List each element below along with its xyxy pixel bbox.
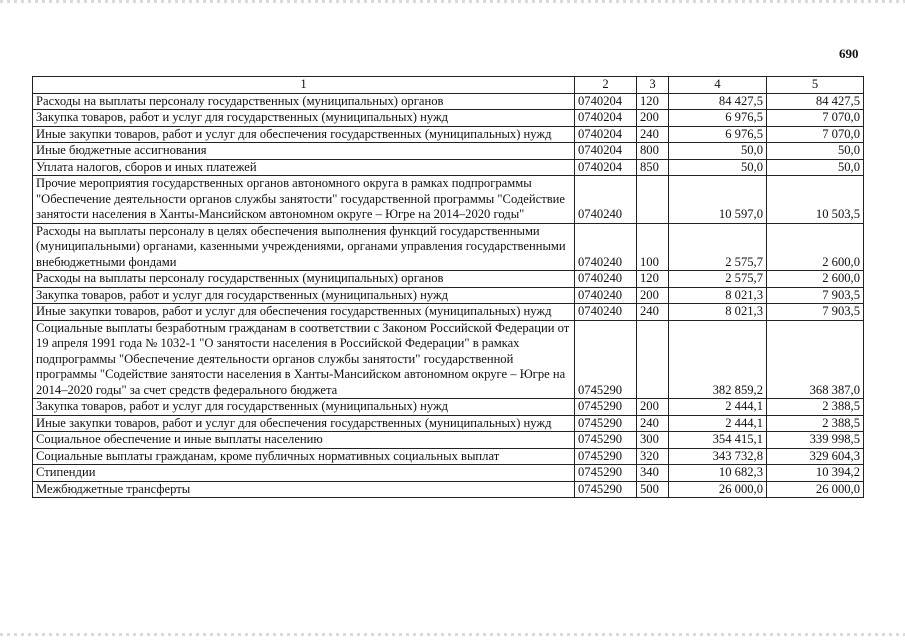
expense-type-code: 120 [637, 93, 669, 110]
target-article-code: 0745290 [575, 465, 637, 482]
amount-2015: 10 682,3 [669, 465, 767, 482]
target-article-code: 0740240 [575, 223, 637, 271]
row-name: Иные закупки товаров, работ и услуг для обеспечения государственных (муниципальных) нужд [33, 415, 575, 432]
target-article-code: 0745290 [575, 448, 637, 465]
table-row [33, 93, 864, 110]
amount-2016: 329 604,3 [767, 448, 864, 465]
target-article-code: 0740204 [575, 143, 637, 160]
amount-2016: 2 388,5 [767, 415, 864, 432]
amount-2016: 10 394,2 [767, 465, 864, 482]
amount-2016: 339 998,5 [767, 432, 864, 449]
table-row [33, 159, 864, 176]
amount-2016: 7 903,5 [767, 304, 864, 321]
row-name: Межбюджетные трансферты [33, 481, 575, 498]
row-name: Социальное обеспечение и иные выплаты населению [33, 432, 575, 449]
amount-2016: 2 388,5 [767, 399, 864, 416]
expense-type-code: 240 [637, 126, 669, 143]
expense-type-code: 100 [637, 223, 669, 271]
row-name: Уплата налогов, сборов и иных платежей [33, 159, 575, 176]
expense-type-code [637, 320, 669, 399]
expense-type-code: 320 [637, 448, 669, 465]
row-name: Закупка товаров, работ и услуг для государственных (муниципальных) нужд [33, 399, 575, 416]
header-col-1: 1 [33, 77, 575, 94]
amount-2015: 84 427,5 [669, 93, 767, 110]
budget-table-body [33, 93, 864, 498]
expense-type-code [637, 176, 669, 224]
amount-2015: 8 021,3 [669, 287, 767, 304]
amount-2015: 343 732,8 [669, 448, 767, 465]
expense-type-code: 240 [637, 304, 669, 321]
expense-type-code: 850 [637, 159, 669, 176]
header-col-3: 3 [637, 77, 669, 94]
scan-edge-bottom [0, 633, 905, 636]
amount-2015: 382 859,2 [669, 320, 767, 399]
amount-2016: 10 503,5 [767, 176, 864, 224]
target-article-code: 0740204 [575, 93, 637, 110]
target-article-code: 0745290 [575, 399, 637, 416]
amount-2015: 50,0 [669, 143, 767, 160]
target-article-code: 0745290 [575, 481, 637, 498]
target-article-code: 0740240 [575, 271, 637, 288]
target-article-code: 0745290 [575, 415, 637, 432]
header-row [33, 77, 864, 94]
amount-2015: 50,0 [669, 159, 767, 176]
expense-type-code: 200 [637, 110, 669, 127]
amount-2016: 26 000,0 [767, 481, 864, 498]
amount-2016: 50,0 [767, 143, 864, 160]
expense-type-code: 240 [637, 415, 669, 432]
amount-2016: 2 600,0 [767, 223, 864, 271]
target-article-code: 0740240 [575, 287, 637, 304]
budget-table [32, 76, 864, 498]
header-col-4: 4 [669, 77, 767, 94]
amount-2016: 50,0 [767, 159, 864, 176]
row-name: Расходы на выплаты персоналу государственных (муниципальных) органов [33, 93, 575, 110]
target-article-code: 0740204 [575, 110, 637, 127]
row-name: Иные бюджетные ассигнования [33, 143, 575, 160]
target-article-code: 0745290 [575, 320, 637, 399]
amount-2016: 84 427,5 [767, 93, 864, 110]
amount-2015: 2 444,1 [669, 415, 767, 432]
table-row [33, 176, 864, 224]
table-row [33, 448, 864, 465]
expense-type-code: 200 [637, 287, 669, 304]
target-article-code: 0740240 [575, 304, 637, 321]
amount-2015: 2 575,7 [669, 223, 767, 271]
table-row [33, 304, 864, 321]
row-name: Закупка товаров, работ и услуг для государственных (муниципальных) нужд [33, 110, 575, 127]
row-name: Иные закупки товаров, работ и услуг для обеспечения государственных (муниципальных) нужд [33, 126, 575, 143]
scan-edge-top [0, 0, 905, 3]
expense-type-code: 120 [637, 271, 669, 288]
row-name: Расходы на выплаты персоналу в целях обеспечения выполнения функций государственными (муниципальными) органами, казенными учреждениями, органами управления государственными внебюджетными фондами [33, 223, 575, 271]
amount-2015: 6 976,5 [669, 110, 767, 127]
amount-2016: 7 070,0 [767, 126, 864, 143]
amount-2015: 8 021,3 [669, 304, 767, 321]
amount-2016: 7 903,5 [767, 287, 864, 304]
page-number: 690 [839, 46, 859, 61]
table-row [33, 143, 864, 160]
row-name: Закупка товаров, работ и услуг для государственных (муниципальных) нужд [33, 287, 575, 304]
row-name: Стипендии [33, 465, 575, 482]
amount-2015: 10 597,0 [669, 176, 767, 224]
row-name: Прочие мероприятия государственных органов автономного округа в рамках подпрограммы "Обеспечение деятельности органов службы занятости" государственной программы "Содействие занятости населения в Ханты-Мансийском автономном округе – Югре на 2014–2020 годы" [33, 176, 575, 224]
target-article-code: 0740204 [575, 159, 637, 176]
row-name: Социальные выплаты гражданам, кроме публичных нормативных социальных выплат [33, 448, 575, 465]
target-article-code: 0740240 [575, 176, 637, 224]
expense-type-code: 200 [637, 399, 669, 416]
table-row [33, 126, 864, 143]
table-row [33, 320, 864, 399]
expense-type-code: 340 [637, 465, 669, 482]
table-row [33, 465, 864, 482]
amount-2016: 2 600,0 [767, 271, 864, 288]
row-name: Иные закупки товаров, работ и услуг для обеспечения государственных (муниципальных) нужд [33, 304, 575, 321]
table-row [33, 432, 864, 449]
table-row [33, 481, 864, 498]
expense-type-code: 500 [637, 481, 669, 498]
header-col-5: 5 [767, 77, 864, 94]
amount-2016: 7 070,0 [767, 110, 864, 127]
amount-2015: 354 415,1 [669, 432, 767, 449]
expense-type-code: 300 [637, 432, 669, 449]
amount-2015: 2 575,7 [669, 271, 767, 288]
budget-table-header [33, 77, 864, 94]
table-row [33, 399, 864, 416]
row-name: Социальные выплаты безработным гражданам в соответствии с Законом Российской Федерации от 19 апреля 1991 года № 1032-1 "О занятости населения в Российской Федерации" в рамках подпрограммы "Обеспечение деятельности органов службы занятости" государственной программы "Содействие занятости населения в Ханты-Мансийском автономном округе – Югре на 2014–2020 годы" за счет средств федерального бюджета [33, 320, 575, 399]
target-article-code: 0740204 [575, 126, 637, 143]
table-row [33, 271, 864, 288]
header-col-2: 2 [575, 77, 637, 94]
amount-2016: 368 387,0 [767, 320, 864, 399]
table-row [33, 110, 864, 127]
row-name: Расходы на выплаты персоналу государственных (муниципальных) органов [33, 271, 575, 288]
amount-2015: 26 000,0 [669, 481, 767, 498]
amount-2015: 2 444,1 [669, 399, 767, 416]
target-article-code: 0745290 [575, 432, 637, 449]
expense-type-code: 800 [637, 143, 669, 160]
amount-2015: 6 976,5 [669, 126, 767, 143]
table-row [33, 415, 864, 432]
table-row [33, 287, 864, 304]
table-row [33, 223, 864, 271]
